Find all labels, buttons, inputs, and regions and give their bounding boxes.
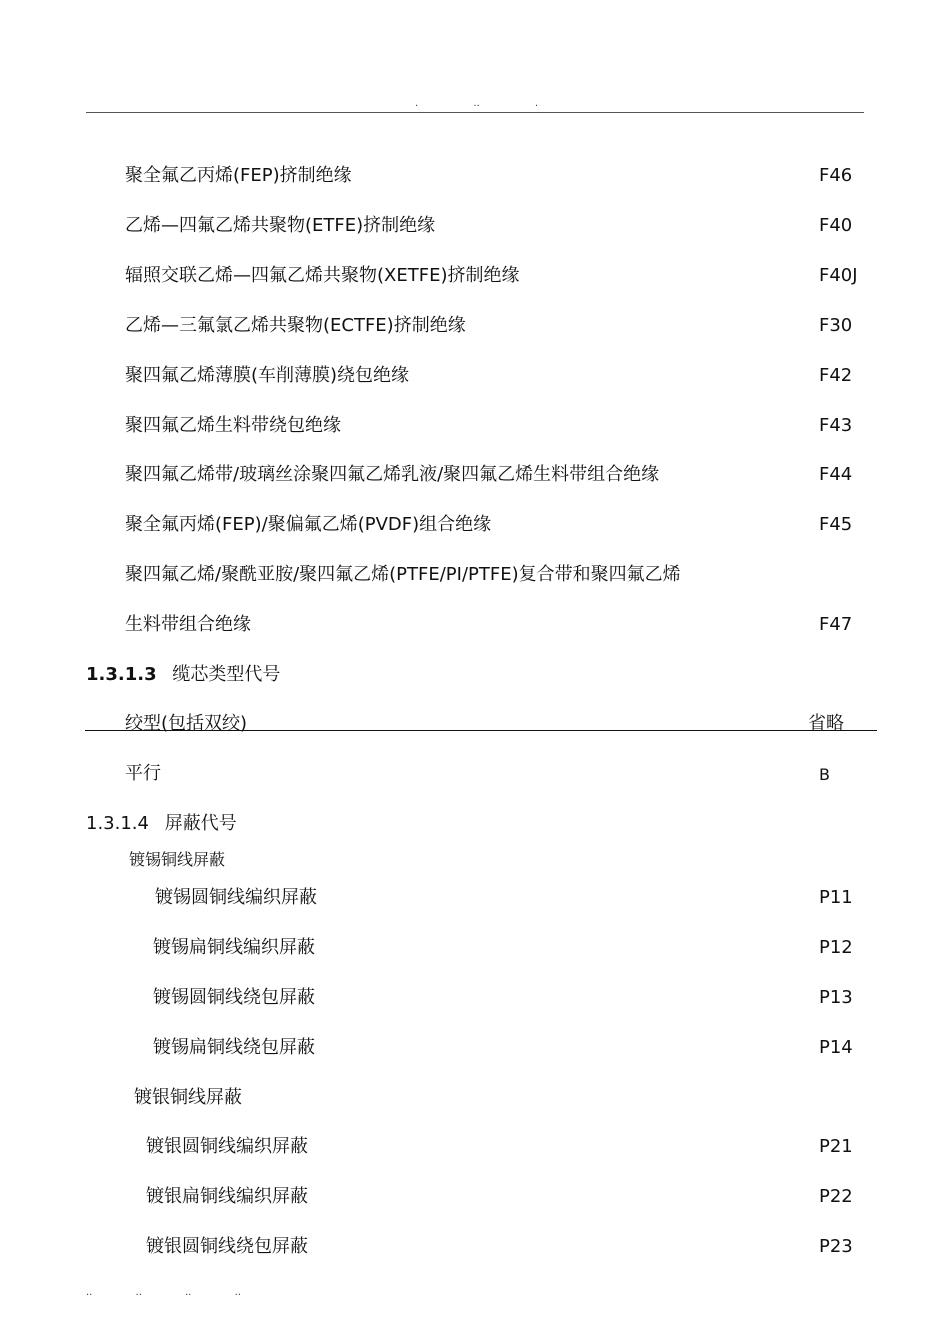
- insulation-label-7: 聚全氟丙烯(FEP)/聚偏氟乙烯(PVDF)组合绝缘: [125, 514, 492, 535]
- tin-label-1: 镀锡扁铜线编织屏蔽: [153, 937, 315, 958]
- section-core-title: 缆芯类型代号: [172, 664, 281, 685]
- tin-code-0: P11: [819, 887, 853, 908]
- header-rule: [86, 112, 864, 113]
- section-core-heading: [86, 663, 280, 687]
- core-code-1: B: [819, 765, 830, 784]
- core-label-0: 绞型(包括双绞): [125, 713, 248, 734]
- silver-label-1: 镀银扁铜线编织屏蔽: [146, 1186, 308, 1207]
- section-shield-title: 屏蔽代号: [164, 813, 237, 834]
- silver-code-0: P21: [819, 1136, 853, 1157]
- insulation-code-7: F45: [819, 514, 853, 535]
- insulation-code-9: F47: [819, 614, 853, 635]
- section-shield-heading: [86, 812, 237, 836]
- insulation-label-1: 乙烯—四氟乙烯共聚物(ETFE)挤制绝缘: [125, 215, 436, 236]
- insulation-label-8: 聚四氟乙烯/聚酰亚胺/聚四氟乙烯(PTFE/PI/PTFE)复合带和聚四氟乙烯: [125, 564, 681, 585]
- insulation-code-3: F30: [819, 315, 853, 336]
- insulation-label-4: 聚四氟乙烯薄膜(车削薄膜)绕包绝缘: [125, 365, 410, 386]
- tin-code-3: P14: [819, 1037, 853, 1058]
- tin-code-2: P13: [819, 987, 853, 1008]
- insulation-code-0: F46: [819, 165, 853, 186]
- group-silver-title: 镀银铜线屏蔽: [134, 1087, 242, 1108]
- section-shield-number: 1.3.1.4: [86, 813, 149, 834]
- table-rule: [85, 730, 877, 731]
- tin-label-2: 镀锡圆铜线绕包屏蔽: [153, 987, 315, 1008]
- silver-code-1: P22: [819, 1186, 853, 1207]
- footer-marks: .. .. .. ..: [86, 1287, 241, 1298]
- section-core-number: 1.3.1.3: [86, 664, 157, 685]
- insulation-code-5: F43: [819, 415, 853, 436]
- insulation-label-9: 生料带组合绝缘: [125, 614, 251, 635]
- silver-label-2: 镀银圆铜线绕包屏蔽: [146, 1236, 308, 1257]
- insulation-code-1: F40: [819, 215, 853, 236]
- insulation-code-4: F42: [819, 365, 853, 386]
- insulation-code-2: F40J: [819, 265, 858, 286]
- tin-label-3: 镀锡扁铜线绕包屏蔽: [153, 1037, 315, 1058]
- insulation-label-0: 聚全氟乙丙烯(FEP)挤制绝缘: [125, 165, 352, 186]
- insulation-code-6: F44: [819, 464, 853, 485]
- insulation-label-2: 辐照交联乙烯—四氟乙烯共聚物(XETFE)挤制绝缘: [125, 265, 520, 286]
- group-tin-title: 镀锡铜线屏蔽: [129, 850, 226, 869]
- core-code-0: 省略: [808, 713, 844, 734]
- header-marks: . .. .: [415, 98, 539, 109]
- core-label-1: 平行: [125, 763, 161, 784]
- insulation-label-5: 聚四氟乙烯生料带绕包绝缘: [125, 415, 341, 436]
- silver-label-0: 镀银圆铜线编织屏蔽: [146, 1136, 308, 1157]
- silver-code-2: P23: [819, 1236, 853, 1257]
- insulation-label-3: 乙烯—三氟氯乙烯共聚物(ECTFE)挤制绝缘: [125, 315, 466, 336]
- insulation-label-6: 聚四氟乙烯带/玻璃丝涂聚四氟乙烯乳液/聚四氟乙烯生料带组合绝缘: [125, 464, 660, 485]
- tin-code-1: P12: [819, 937, 853, 958]
- tin-label-0: 镀锡圆铜线编织屏蔽: [155, 887, 317, 908]
